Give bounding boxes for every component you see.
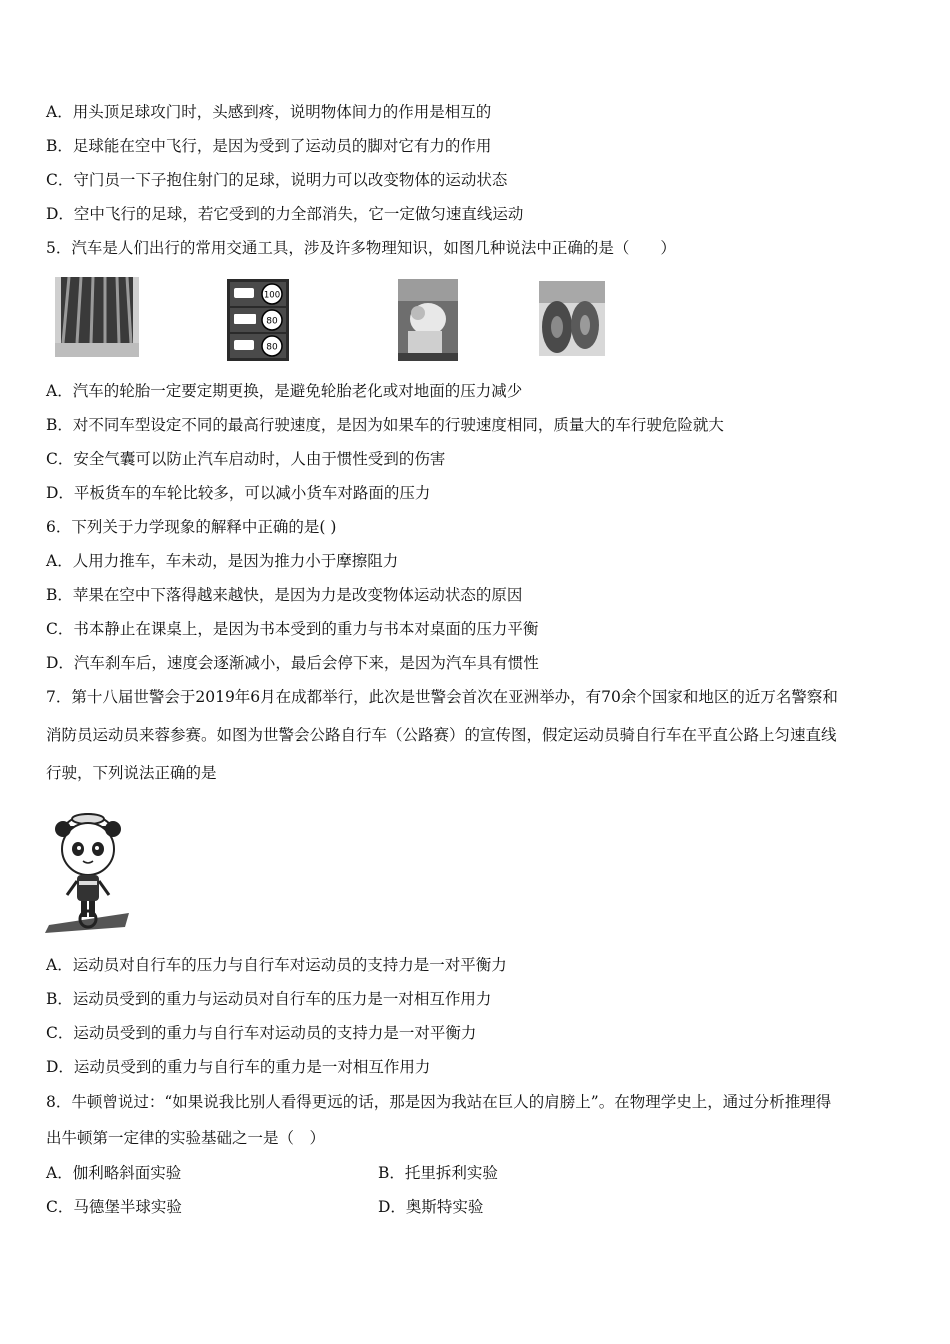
tire-image (55, 277, 139, 357)
q6-option-d: D．汽车刹车后，速度会逐渐减小，最后会停下来，是因为汽车具有惯性 (46, 654, 539, 672)
q4-option-a: A．用头顶足球攻门时，头感到疼，说明物体间力的作用是相互的 (46, 103, 492, 121)
q6-option-b: B．苹果在空中下落得越来越快，是因为力是改变物体运动状态的原因 (46, 586, 523, 604)
q5-stem: 5．汽车是人们出行的常用交通工具，涉及许多物理知识，如图几种说法中正确的是（ ） (46, 239, 676, 257)
q8-option-a: A．伽利略斜面实验 (46, 1164, 182, 1182)
speed-limit-sign-image (227, 279, 289, 361)
q8-stem-line-2: 出牛顿第一定律的实验基础之一是（ ） (46, 1129, 326, 1147)
q7-stem-line-1: 7．第十八届世警会于2019年6月在成都举行，此次是世警会首次在亚洲举办，有70余个国家和地区的近万名警察和 (46, 688, 838, 706)
q8-stem-line-1: 8．牛顿曾说过：“如果说我比别人看得更远的话，那是因为我站在巨人的肩膀上”。在物理学史上，通过分析推理得 (46, 1093, 832, 1111)
q5-option-a: A．汽车的轮胎一定要定期更换，是避免轮胎老化或对地面的压力减少 (46, 382, 523, 400)
q5-option-c: C．安全气囊可以防止汽车启动时，人由于惯性受到的伤害 (46, 450, 446, 468)
q6-option-a: A．人用力推车，车未动，是因为推力小于摩擦阻力 (46, 552, 399, 570)
q4-option-b: B．足球能在空中飞行，是因为受到了运动员的脚对它有力的作用 (46, 137, 492, 155)
airbag-image (398, 279, 458, 361)
sign-speed-2: 80 (266, 316, 278, 327)
q7-stem-line-3: 行驶，下列说法正确的是 (46, 764, 217, 782)
q4-option-c: C．守门员一下子抱住射门的足球，说明力可以改变物体的运动状态 (46, 171, 508, 189)
q5-option-d: D．平板货车的车轮比较多，可以减小货车对路面的压力 (46, 484, 431, 502)
q8-option-d: D．奥斯特实验 (378, 1198, 484, 1216)
q4-option-d: D．空中飞行的足球，若它受到的力全部消失，它一定做匀速直线运动 (46, 205, 524, 223)
q6-stem: 6．下列关于力学现象的解释中正确的是( ) (46, 518, 337, 536)
q7-option-c: C．运动员受到的重力与自行车对运动员的支持力是一对平衡力 (46, 1024, 477, 1042)
q5-option-b: B．对不同车型设定不同的最高行驶速度，是因为如果车的行驶速度相同，质量大的车行驶危险就大 (46, 416, 724, 434)
q7-stem-line-2: 消防员运动员来蓉参赛。如图为世警会公路自行车（公路赛）的宣传图，假定运动员骑自行车在平直公路上匀速直线 (46, 726, 837, 744)
q7-option-b: B．运动员受到的重力与运动员对自行车的压力是一对相互作用力 (46, 990, 492, 1008)
q6-option-c: C．书本静止在课桌上，是因为书本受到的重力与书本对桌面的压力平衡 (46, 620, 539, 638)
sign-speed-3: 80 (266, 342, 278, 353)
q8-option-b: B．托里拆利实验 (378, 1164, 498, 1182)
panda-cyclist-image (45, 805, 131, 933)
sign-speed-1: 100 (263, 290, 281, 301)
q7-option-a: A．运动员对自行车的压力与自行车对运动员的支持力是一对平衡力 (46, 956, 507, 974)
truck-wheels-image (539, 281, 605, 356)
q8-option-c: C．马德堡半球实验 (46, 1198, 182, 1216)
q7-option-d: D．运动员受到的重力与自行车的重力是一对相互作用力 (46, 1058, 431, 1076)
